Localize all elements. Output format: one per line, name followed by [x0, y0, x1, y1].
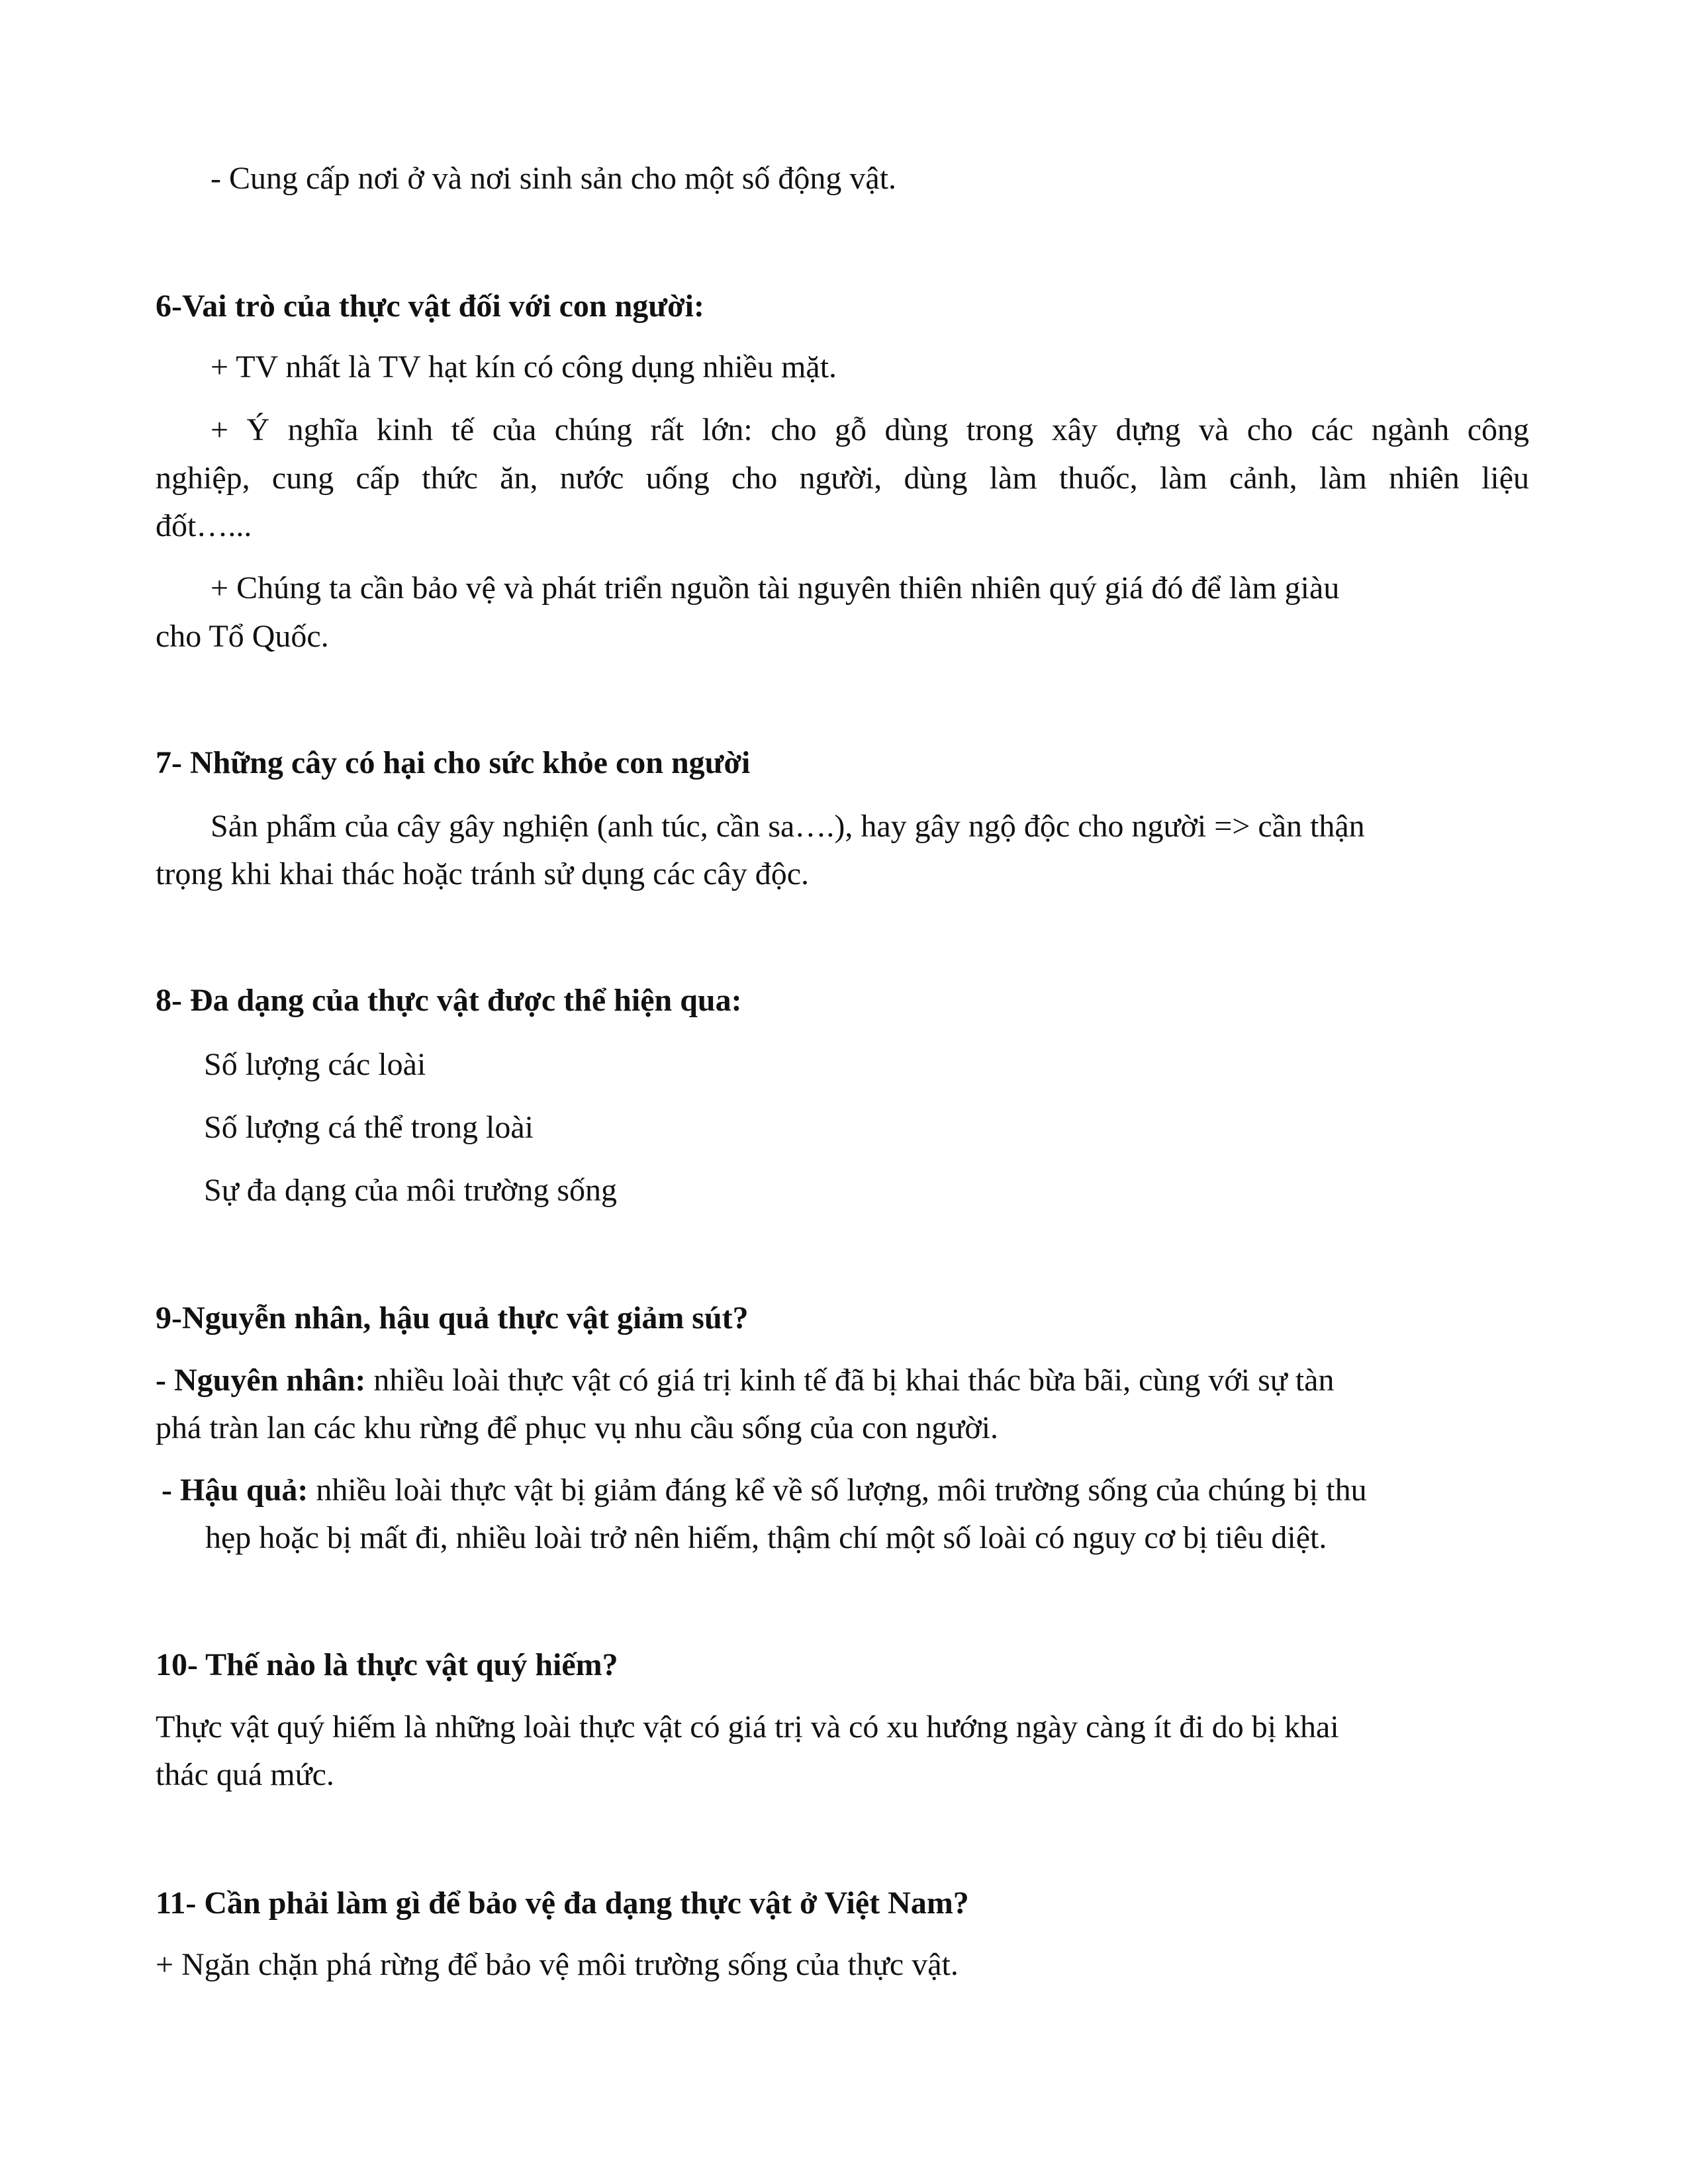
section-6-paragraph-3-line-2: cho Tổ Quốc.: [156, 619, 329, 654]
section-9-heading: 9-Nguyễn nhân, hậu quả thực vật giảm sút?: [156, 1300, 749, 1336]
section-10-heading: 10- Thế nào là thực vật quý hiếm?: [156, 1647, 618, 1682]
section-6-paragraph-2-line-2: nghiệp, cung cấp thức ăn, nước uống cho người, dùng làm thuốc, làm cảnh, làm nhiên liệu: [156, 461, 1529, 496]
section-8-item: Số lượng cá thể trong loài: [204, 1110, 534, 1145]
cause-text: nhiều loài thực vật có giá trị kinh tế đã bị khai thác bừa bãi, cùng với sự tàn: [365, 1363, 1335, 1398]
effect-label: - Hậu quả:: [162, 1473, 308, 1508]
section-6-paragraph-1: + TV nhất là TV hạt kín có công dụng nhiều mặt.: [211, 349, 837, 385]
section-10-paragraph-line-1: Thực vật quý hiếm là những loài thực vật có giá trị và có xu hướng ngày càng ít đi do bị khai: [156, 1709, 1339, 1745]
section-8-item: Sự đa dạng của môi trường sống: [204, 1173, 617, 1208]
section-6-paragraph-2-line-3: đốt…...: [156, 508, 252, 543]
text-line: - Cung cấp nơi ở và nơi sinh sản cho một số động vật.: [211, 161, 897, 196]
section-6-paragraph-2-line-1: + Ý nghĩa kinh tế của chúng rất lớn: cho gỗ dùng trong xây dựng và cho các ngành công: [211, 412, 1529, 447]
section-7-paragraph-line-1: Sản phẩm của cây gây nghiện (anh túc, cần sa….), hay gây ngộ độc cho người => cần thận: [211, 809, 1365, 844]
cause-label: - Nguyên nhân:: [156, 1363, 366, 1398]
section-9-effect-line-2: hẹp hoặc bị mất đi, nhiều loài trở nên hiếm, thậm chí một số loài có nguy cơ bị tiêu diệt.: [205, 1520, 1327, 1555]
section-9-cause-line-1: [156, 1357, 1334, 1404]
section-7-heading: 7- Những cây có hại cho sức khỏe con người: [156, 745, 751, 780]
effect-text: nhiều loài thực vật bị giảm đáng kể về số lượng, môi trường sống của chúng bị thu: [308, 1473, 1367, 1508]
section-6-heading: 6-Vai trò của thực vật đối với con người:: [156, 289, 704, 324]
section-8-heading: 8- Đa dạng của thực vật được thể hiện qua:: [156, 983, 742, 1018]
section-9-cause-line-2: phá tràn lan các khu rừng để phục vụ nhu cầu sống của con người.: [156, 1410, 999, 1445]
section-8-item: Số lượng các loài: [204, 1047, 426, 1082]
section-11-heading: 11- Cần phải làm gì để bảo vệ đa dạng thực vật ở Việt Nam?: [156, 1886, 969, 1921]
section-7-paragraph-line-2: trọng khi khai thác hoặc tránh sử dụng các cây độc.: [156, 856, 809, 891]
section-10-paragraph-line-2: thác quá mức.: [156, 1757, 334, 1792]
section-6-paragraph-3-line-1: + Chúng ta cần bảo vệ và phát triển nguồn tài nguyên thiên nhiên quý giá đó để làm giàu: [211, 570, 1340, 606]
section-9-effect-line-1: [162, 1467, 1367, 1514]
section-11-paragraph: + Ngăn chặn phá rừng để bảo vệ môi trường sống của thực vật.: [156, 1947, 959, 1982]
